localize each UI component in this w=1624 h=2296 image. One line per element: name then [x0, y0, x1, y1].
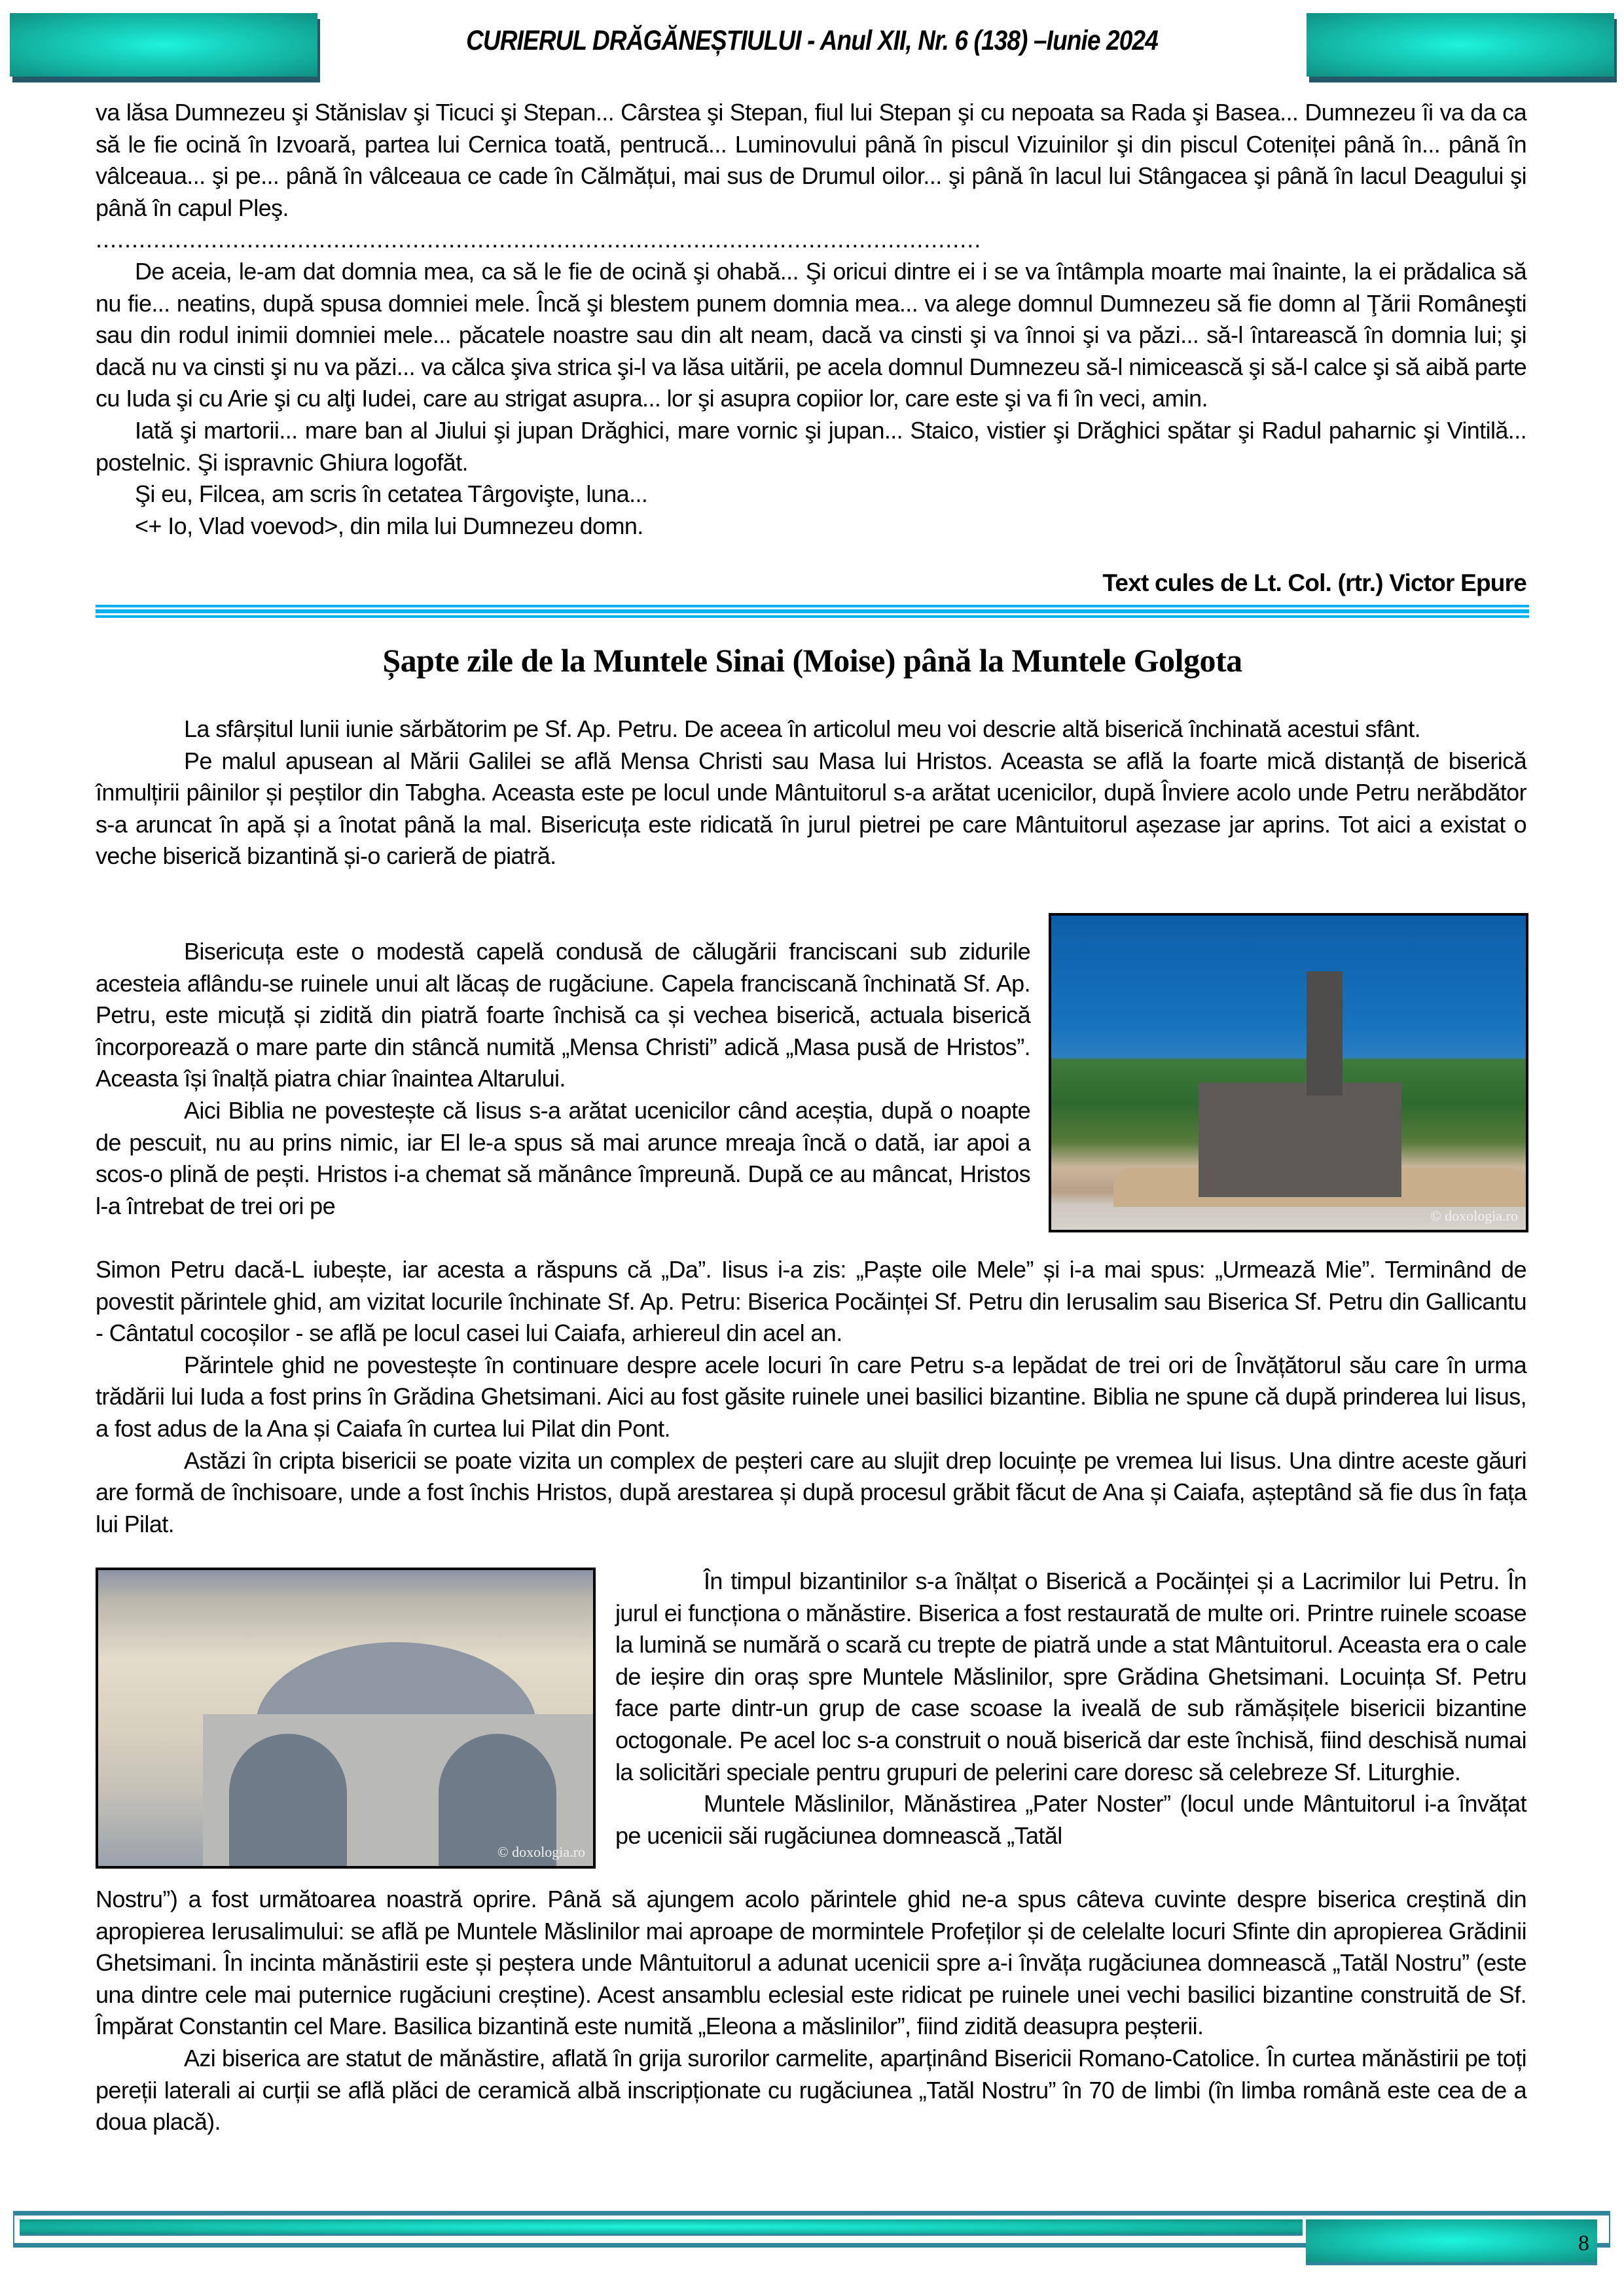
article2-beside-image1 — [96, 936, 1030, 1222]
paragraph: La sfârșitul lunii iunie sărbătorim pe Sf. Ap. Petru. De aceea în articolul meu voi descrie altă biserică închinată acestui sfânt. — [184, 715, 1421, 742]
paragraph: Iată şi martorii... mare ban al Jiului şi jupan Drăghici, mare vornic şi jupan... Staico, vistier şi Drăghici spătar şi Radul paharnic şi Vintilă... postelnic. Şi ispravnic Ghiura logofăt. — [96, 416, 1526, 476]
article2-beside-image2 — [615, 1566, 1526, 1852]
paragraph: Aici Biblia ne povestește că Iisus s-a arătat ucenicilor când aceștia, după o noapte de pescuit, nu au prins nimic, iar El le-a spus să mai arunce mreaja încă o dată, iar apoi a scos-o plină de pești. Hristos i-a chemat să mănânce împreună. După ce au mâncat, Hristos l-a întrebat de trei ori pe — [96, 1096, 1030, 1219]
section-separator — [96, 605, 1529, 618]
paragraph: va lăsa Dumnezeu şi Stănislav şi Ticuci şi Stepan... Cârstea şi Stepan, fiul lui Stepan şi cu nepoata sa Rada şi Basea... Dumnezeu îi va da ca să le fie ocină în Izvoară, partea lui Cernica toată, pentrucă... Luminovului până în piscul Vizuinilor şi din piscul Coteniței până în... până în vâlceaua... şi pe... până în vâlceaua ce cade în Călmățui, mai sus de Drumul oilor... şi până în lacul lui Stângacea şi până în lacul Deagului şi până în capul Pleş. — [96, 99, 1526, 221]
watermark: © doxologia.ro — [497, 1844, 585, 1860]
ellipsis-line: ........................................................................................................................... — [96, 226, 982, 253]
article2-middle — [96, 1254, 1526, 1540]
paragraph: Şi eu, Filcea, am scris în cetatea Târgovişte, luna... — [135, 480, 648, 508]
photo-mensa-christi — [1049, 913, 1528, 1232]
paragraph: Astăzi în cripta bisericii se poate vizita un complex de peșteri care au slujit drep locuințe pe vremea lui Iisus. Una dintre aceste găuri are formă de închisoare, unde a fost închis Hristos, după arestarea și după procesul grăbit făcut de Ana și Caiafa, așteptând să fie dus în fața lui Pilat. — [96, 1446, 1526, 1537]
paragraph: Nostru”) a fost următoarea noastră oprire. Până să ajungem acolo părintele ghid ne-a spus câteva cuvinte despre biserica creștină din apropierea Ierusalimului: se află pe Muntele Măslinilor mai aproape de mormintele Profeților și de celelalte locuri Sfinte din apropierea Grădinii Ghetsimani. În incinta mănăstirii este și peștera unde Mântuitorul a adunat ucenicii spre a-i învăța rugăciunea domnească „Tatăl Nostru” (este una dintre cele mai puternice rugăciuni creștine). Acest ansamblu eclesial este ridicat pe ruinele unei vechi basilici bizantine construită de Sf. Împărat Constantin cel Mare. Basilica bizantină este numită „Eleona a măslinilor”, fiind zidită deasupra peșterii. — [96, 1886, 1526, 2040]
paragraph: În timpul bizantinilor s-a înălțat o Biserică a Pocăinței și a Lacrimilor lui Petru. În jurul ei funcționa o mănăstire. Biserica a fost restaurată de multe ori. Printre ruinele scoase la lumină se numără o scară cu trepte de piatră unde a stat Mântuitorul. Aceasta era o cale de ieșire din oraș spre Muntele Măslinilor, spre Grădina Ghetsimani. Locuința Sf. Petru face parte dintr-un grup de case scoase la iveală de sub rămășițele bisericii bizantine octogonale. Pe acel loc s-a construit o nouă biserică dar este închisă, fiind deschisă numai la solicitări speciale pentru grupuri de pelerini care doresc să celebreze Sf. Liturghie. — [615, 1568, 1526, 1785]
photo-gallicantu-church — [96, 1568, 596, 1869]
article2-intro — [96, 713, 1526, 872]
paragraph: <+ Io, Vlad voevod>, din mila lui Dumnezeu domn. — [135, 512, 643, 539]
paragraph: Simon Petru dacă-L iubește, iar acesta a răspuns că „Da”. Iisus i-a zis: „Paște oile Mele” și i-a mai spus: „Urmează Mie”. Terminând de povestit părintele ghid, am vizitat locurile închinate Sf. Ap. Petru: Biserica Pocăinței Sf. Petru din Ierusalim sau Biserica Sf. Petru din Gallicantu - Cântatul cocoșilor - se află pe locul casei lui Caiafa, arhiereul din acel an. — [96, 1256, 1526, 1347]
article1-body — [96, 97, 1526, 542]
paragraph: Azi biserica are statut de mănăstire, aflată în grija surorilor carmelite, aparținând Bisericii Romano-Catolice. În curtea mănăstirii pe toți pereții laterali ai curții se află plăci de ceramică albă inscripționate cu rugăciunea „Tatăl Nostru” în 70 de limbi (în limba română este cea de a doua placă). — [96, 2044, 1526, 2136]
paragraph: Muntele Măslinilor, Mănăstirea „Pater Noster” (locul unde Mântuitorul i-a învățat pe ucenicii săi rugăciunea domnească „Tatăl — [615, 1790, 1526, 1849]
paragraph: Bisericuța este o modestă capelă condusă de călugării franciscani sub zidurile acesteia aflându-se ruinele unui alt lăcaș de rugăciune. Capela franciscană închinată Sf. Ap. Petru, este micuță și zidită din piatră foarte închisă ca și vechea biserică, actuala biserică încorporează o mare parte din stâncă numită „Mensa Christi” adică „Masa pusă de Hristos”. Aceasta își înalță piatra chiar înaintea Altarului. — [96, 938, 1030, 1092]
paragraph: Pe malul apusean al Mării Galilei se află Mensa Christi sau Masa lui Hristos. Aceasta se află la foarte mică distanță de biserică înmulțirii pâinilor și peștilor din Tabgha. Aceasta este pe locul unde Mântuitorul s-a arătat ucenicilor, după Înviere acolo unde Petru nerăbdător s-a aruncat în apă și a înotat până la mal. Bisericuța este ridicată în jurul pietrei pe care Mântuitorul așezase jar aprins. Tot aici a existat o veche biserică bizantină și-o carieră de piatră. — [96, 747, 1526, 870]
article2-title: Șapte zile de la Muntele Sinai (Moise) până la Muntele Golgota — [382, 642, 1242, 679]
newspaper-title: CURIERUL DRĂGĂNEȘTIULUI - Anul XII, Nr. 6 (138) –Iunie 2024 — [466, 25, 1158, 56]
footer-decor-bar — [20, 2219, 1303, 2236]
paragraph: Părintele ghid ne povestește în continuare despre acele locuri în care Petru s-a lepădat de trei ori de Învățătorul său care în urma trădării lui Iuda a fost prins în Grădina Ghetsimani. Aici au fost găsite ruinele unei basilici bizantine. Biblia ne spune că după prinderea lui Iisus, a fost adus de la Ana și Caiafa în curtea lui Pilat din Pont. — [96, 1351, 1526, 1442]
footer-page-box — [1306, 2219, 1597, 2265]
page-number: 8 — [1578, 2231, 1589, 2255]
watermark: © doxologia.ro — [1430, 1208, 1518, 1224]
article2-final — [96, 1884, 1526, 2138]
article1-byline: Text cules de Lt. Col. (rtr.) Victor Epure — [1102, 569, 1526, 596]
paragraph: De aceia, le-am dat domnia mea, ca să le fie de ocină şi ohabă... Şi oricui dintre ei i se va întâmpla moarte mai înainte, la ei prădalica să nu fie... neatins, după spusa domniei mele. Încă şi blestem punem domnia mea... va alege domnul Dumnezeu să fie domn al Ţării Româneşti sau din rodul inimii domniei mele... păcatele noastre sau din alt neam, dacă va cinsti şi va înnoi şi va păzi... să-l întarească în domnia lui; şi dacă nu va cinsti şi nu va păzi... va călca şiva strica şi-l va lăsa uitării, pe acela domnul Dumnezeu să-l nimicească şi să-l calce şi să aibă parte cu Iuda şi cu Arie şi cu alţi Iudei, care au strigat asupra... lor şi asupra copiior lor, care este şi va fi în veci, amin. — [96, 257, 1526, 412]
